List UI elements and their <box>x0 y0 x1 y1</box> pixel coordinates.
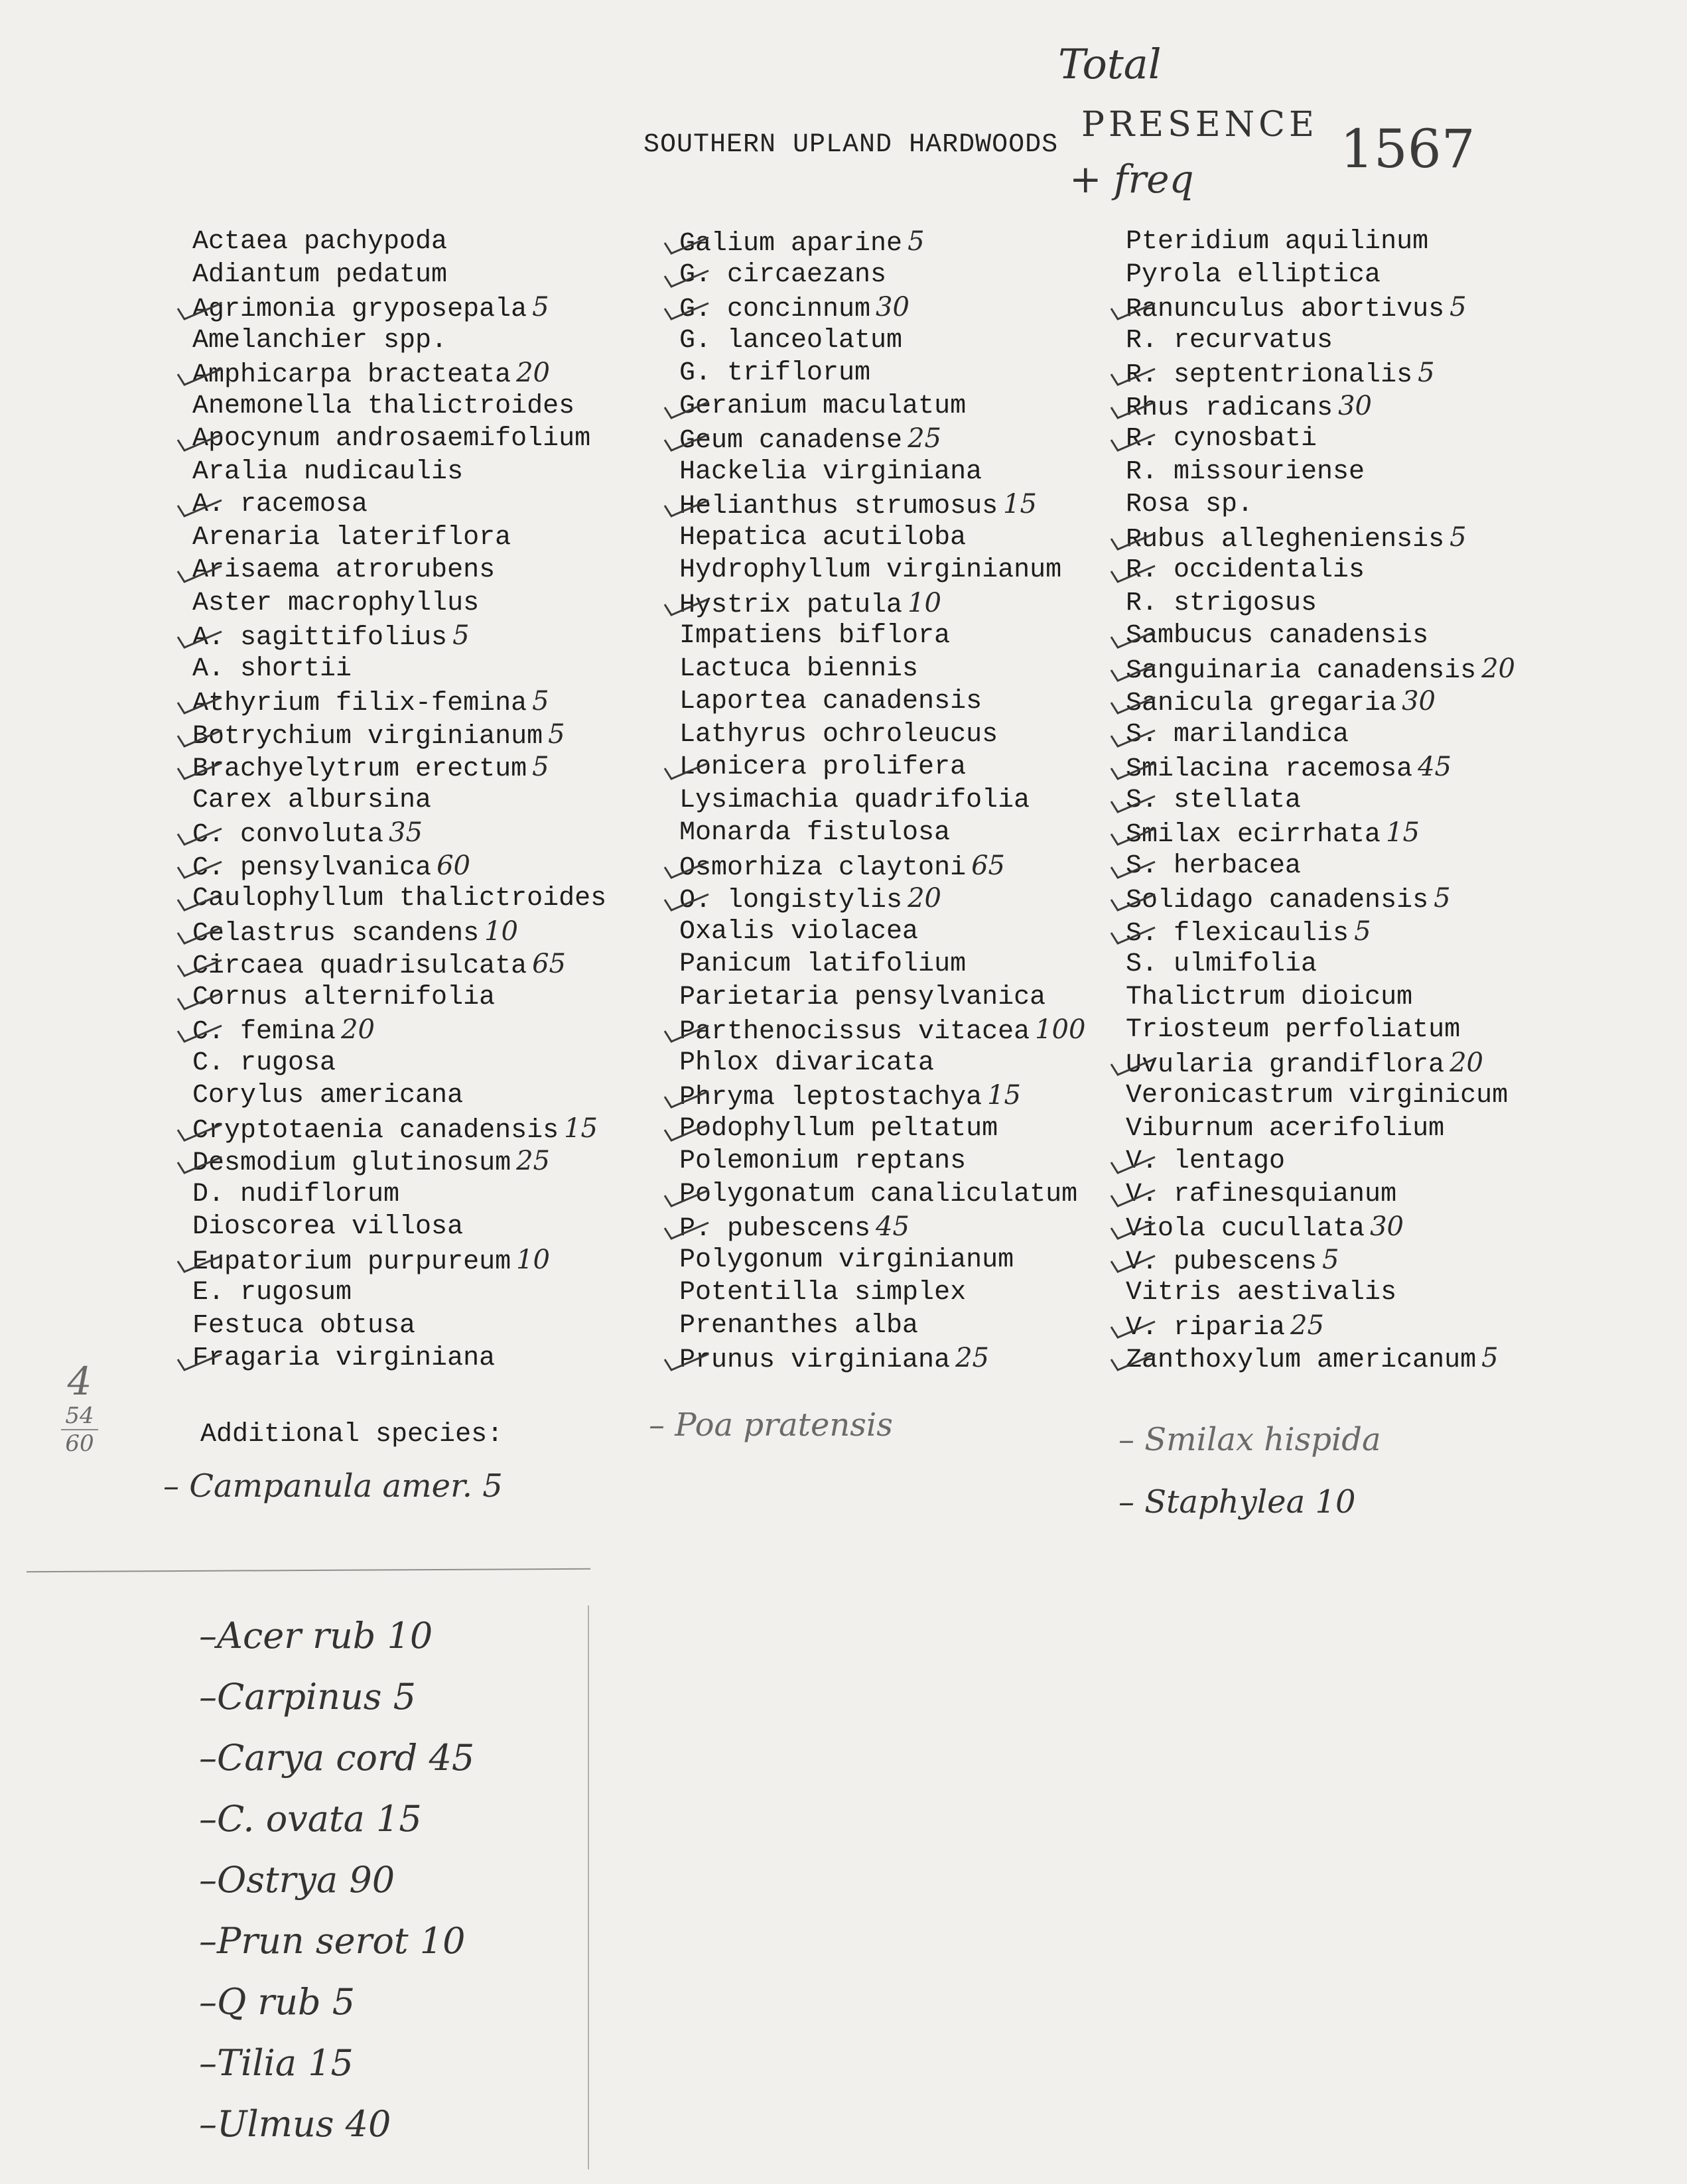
frequency-value: 15 <box>1003 489 1037 519</box>
species-name: Festuca obtusa <box>192 1310 416 1341</box>
frequency-value: 35 <box>389 817 423 848</box>
species-name: Ranunculus abortivus <box>1126 295 1445 324</box>
species-name: D. nudiflorum <box>192 1179 400 1209</box>
species-row <box>192 850 670 883</box>
species-row <box>192 357 670 390</box>
handwritten-additional-species: – Poa pratensis <box>649 1406 893 1444</box>
tree-species-item: –Prun serot 10 <box>199 1920 466 1962</box>
species-row <box>192 981 670 1014</box>
frequency-value: 5 <box>1450 521 1467 553</box>
species-row <box>192 324 670 358</box>
species-row <box>1126 1244 1603 1277</box>
species-name: Polygonatum canaliculatum <box>679 1179 1078 1209</box>
species-row <box>679 1014 1157 1047</box>
frequency-value: 5 <box>1354 916 1371 947</box>
species-row <box>1126 456 1603 489</box>
species-row <box>679 620 1157 653</box>
species-name: Impatiens biflora <box>679 621 951 651</box>
species-name: P. pubescens <box>679 1214 871 1244</box>
species-name: Sanicula gregaria <box>1126 689 1397 718</box>
species-name: S. marilandica <box>1126 719 1349 750</box>
species-name: Lactuca biennis <box>679 653 919 684</box>
species-row <box>192 1244 670 1277</box>
frequency-value: 5 <box>548 718 565 750</box>
species-name: R. septentrionalis <box>1126 360 1413 390</box>
species-row <box>1126 521 1603 555</box>
species-row <box>1126 948 1603 981</box>
frequency-value: 65 <box>971 850 1005 881</box>
species-row <box>679 653 1157 686</box>
species-row <box>1126 554 1603 587</box>
species-name: Caulophyllum thalictroides <box>192 884 607 914</box>
species-row <box>679 521 1157 555</box>
species-row <box>679 1178 1157 1211</box>
species-name: Cryptotaenia canadensis <box>192 1115 559 1146</box>
species-name: Pyrola elliptica <box>1126 259 1381 290</box>
species-row <box>192 521 670 555</box>
tree-species-item: –Ulmus 40 <box>199 2103 391 2145</box>
species-name: Triosteum perfoliatum <box>1126 1015 1461 1045</box>
additional-species-label: Additional species: <box>200 1420 504 1450</box>
species-name: Pteridium aquilinum <box>1126 227 1429 257</box>
species-name: G. lanceolatum <box>679 325 903 356</box>
frequency-value: 25 <box>516 1146 550 1176</box>
frequency-value: 5 <box>532 292 549 322</box>
species-column-1 <box>192 226 670 1375</box>
species-row <box>192 685 670 718</box>
species-name: Viburnum acerifolium <box>1126 1113 1445 1144</box>
species-row <box>192 259 670 292</box>
species-row <box>679 948 1157 981</box>
species-name: Geum canadense <box>679 426 903 456</box>
species-name: Prenanthes alba <box>679 1310 919 1341</box>
species-name: Agrimonia gryposepala <box>192 295 527 324</box>
species-name: Helianthus strumosus <box>679 492 998 521</box>
species-name: R. recurvatus <box>1126 325 1333 356</box>
species-row <box>679 456 1157 489</box>
species-name: S. ulmifolia <box>1126 949 1317 979</box>
species-row <box>192 390 670 423</box>
species-name: Arisaema atrorubens <box>192 555 496 585</box>
frequency-value: 60 <box>437 850 470 881</box>
species-name: V. lentago <box>1126 1146 1286 1176</box>
header-note-freq: + freq <box>1069 157 1194 202</box>
species-name: Actaea pachypoda <box>192 227 448 257</box>
species-row <box>1126 1342 1603 1375</box>
species-row <box>1126 916 1603 949</box>
species-row <box>1126 226 1603 259</box>
species-row <box>1126 981 1603 1014</box>
species-row <box>192 1047 670 1080</box>
frequency-value: 15 <box>987 1080 1021 1111</box>
species-name: Panicum latifolium <box>679 949 967 979</box>
species-name: Celastrus scandens <box>192 918 480 949</box>
species-name: Dioscorea villosa <box>192 1212 464 1242</box>
header-note-total: Total <box>1058 40 1162 88</box>
species-name: Geranium maculatum <box>679 391 967 421</box>
frequency-value: 25 <box>908 423 941 454</box>
tally-denominator: 60 <box>61 1429 98 1457</box>
tree-species-item: –Carpinus 5 <box>199 1676 416 1718</box>
species-row <box>1126 620 1603 653</box>
handwritten-additional-species: – Smilax hispida <box>1118 1421 1381 1458</box>
species-name: Anemonella thalictroides <box>192 391 575 421</box>
species-row <box>679 685 1157 718</box>
tree-species-item: –Ostrya 90 <box>199 1859 395 1901</box>
tree-species-item: –Tilia 15 <box>199 2042 354 2084</box>
species-row <box>1126 259 1603 292</box>
species-name: Aralia nudicaulis <box>192 456 464 487</box>
tally-count: 4 <box>67 1359 92 1404</box>
species-name: Galium aparine <box>679 229 903 259</box>
species-name: R. missouriense <box>1126 456 1365 487</box>
species-name: Rosa sp. <box>1126 490 1254 519</box>
species-row <box>192 718 670 752</box>
species-name: S. stellata <box>1126 785 1302 815</box>
species-name: Monarda fistulosa <box>679 818 951 848</box>
species-name: Solidago canadensis <box>1126 886 1429 916</box>
species-row <box>679 1310 1157 1343</box>
tally-numerator: 54 <box>65 1402 94 1429</box>
species-name: A. racemosa <box>192 490 368 519</box>
species-name: Prunus virginiana <box>679 1345 951 1375</box>
species-row <box>192 1178 670 1211</box>
frequency-value: 5 <box>532 686 549 717</box>
species-row <box>679 554 1157 587</box>
species-column-3 <box>1126 226 1603 1375</box>
species-name: G. concinnum <box>679 295 871 324</box>
margin-tally <box>40 1360 119 1457</box>
species-name: A. shortii <box>192 653 352 684</box>
species-row <box>1126 357 1603 390</box>
species-row <box>679 390 1157 423</box>
species-row <box>679 1079 1157 1113</box>
frequency-value: 10 <box>908 587 941 618</box>
species-row <box>1126 587 1603 620</box>
species-name: Lonicera prolifera <box>679 752 967 782</box>
tree-species-item: –Q rub 5 <box>199 1981 356 2023</box>
species-row <box>1126 1310 1603 1343</box>
species-name: Laportea canadensis <box>679 687 982 717</box>
species-row <box>679 751 1157 784</box>
species-row <box>192 291 670 324</box>
species-row <box>679 488 1157 521</box>
species-row <box>679 1342 1157 1375</box>
species-name: E. rugosum <box>192 1278 352 1308</box>
species-name: Smilacina racemosa <box>1126 754 1413 784</box>
species-name: Amelanchier spp. <box>192 325 448 356</box>
species-row <box>1126 1113 1603 1146</box>
species-row <box>679 850 1157 883</box>
species-name: Hydrophyllum virginianum <box>679 555 1062 585</box>
species-row <box>679 226 1157 259</box>
species-name: Carex albursina <box>192 785 432 815</box>
species-row <box>192 1145 670 1178</box>
species-row <box>679 1113 1157 1146</box>
species-row <box>1126 1178 1603 1211</box>
species-row <box>192 784 670 817</box>
species-name: C. femina <box>192 1017 336 1047</box>
species-row <box>1126 718 1603 752</box>
species-row <box>192 1342 670 1375</box>
species-row <box>1126 1211 1603 1244</box>
species-name: Apocynum androsaemifolium <box>192 424 591 454</box>
frequency-value: 20 <box>908 883 941 914</box>
species-row <box>192 948 670 981</box>
species-name: Smilax ecirrhata <box>1126 820 1381 850</box>
frequency-value: 5 <box>1481 1343 1499 1373</box>
species-name: Phlox divaricata <box>679 1048 935 1078</box>
frequency-value: 30 <box>1370 1211 1404 1242</box>
species-row <box>1126 423 1603 456</box>
species-row <box>1126 653 1603 686</box>
tree-species-list <box>199 1605 474 2155</box>
species-row <box>1126 751 1603 784</box>
species-row <box>1126 817 1603 850</box>
species-row <box>192 423 670 456</box>
species-name: Botrychium virginianum <box>192 721 543 752</box>
tree-species-item: –C. ovata 15 <box>199 1798 422 1840</box>
frequency-value: 45 <box>876 1211 910 1242</box>
species-name: Osmorhiza claytoni <box>679 853 967 883</box>
species-row <box>1126 1047 1603 1080</box>
frequency-value: 10 <box>484 916 518 947</box>
frequency-value: 30 <box>876 292 910 322</box>
species-row <box>679 324 1157 358</box>
species-row <box>192 456 670 489</box>
species-row <box>679 718 1157 752</box>
species-name: Lysimachia quadrifolia <box>679 785 1030 815</box>
species-row <box>679 1276 1157 1310</box>
species-name: Eupatorium purpureum <box>192 1247 511 1277</box>
species-name: Lathyrus ochroleucus <box>679 719 998 750</box>
species-row <box>1126 324 1603 358</box>
species-row <box>679 916 1157 949</box>
frequency-value: 5 <box>1418 358 1435 388</box>
frequency-value: 65 <box>532 949 566 979</box>
species-row <box>192 554 670 587</box>
tree-species-item: –Acer rub 10 <box>199 1615 433 1657</box>
frequency-value: 5 <box>452 620 470 651</box>
frequency-value: 25 <box>955 1343 989 1373</box>
species-row <box>192 1276 670 1310</box>
species-row <box>679 357 1157 390</box>
species-row <box>192 1113 670 1146</box>
frequency-value: 5 <box>1322 1244 1339 1275</box>
species-name: Uvularia grandiflora <box>1126 1050 1445 1080</box>
pencil-box-line-right <box>588 1605 589 2169</box>
species-row <box>192 751 670 784</box>
species-row <box>679 1244 1157 1277</box>
species-row <box>1126 1276 1603 1310</box>
species-row <box>1126 1014 1603 1047</box>
species-row <box>679 259 1157 292</box>
species-row <box>192 226 670 259</box>
species-name: Brachyelytrum erectum <box>192 754 527 784</box>
species-name: V. rafinesquianum <box>1126 1179 1397 1209</box>
species-name: Polygonum virginianum <box>679 1245 1014 1275</box>
species-name: S. flexicaulis <box>1126 918 1349 949</box>
species-name: Parietaria pensylvanica <box>679 982 1046 1012</box>
species-row <box>192 1310 670 1343</box>
species-name: Veronicastrum virginicum <box>1126 1081 1509 1111</box>
species-row <box>679 1145 1157 1178</box>
species-name: R. occidentalis <box>1126 555 1365 585</box>
species-name: C. convoluta <box>192 820 384 850</box>
species-name: V. riparia <box>1126 1312 1286 1343</box>
species-column-2 <box>679 226 1157 1375</box>
species-row <box>679 1047 1157 1080</box>
header-note-presence: PRESENCE <box>1081 105 1318 145</box>
species-name: Polemonium reptans <box>679 1146 967 1176</box>
species-name: V. pubescens <box>1126 1247 1317 1277</box>
species-row <box>192 488 670 521</box>
species-name: Sambucus canadensis <box>1126 621 1429 651</box>
species-name: Corylus americana <box>192 1081 464 1111</box>
species-name: A. sagittifolius <box>192 623 448 653</box>
species-row <box>679 882 1157 916</box>
species-name: Desmodium glutinosum <box>192 1148 511 1178</box>
frequency-value: 20 <box>341 1014 375 1045</box>
species-row <box>679 587 1157 620</box>
species-name: Vitris aestivalis <box>1126 1278 1397 1308</box>
species-row <box>679 817 1157 850</box>
species-row <box>192 1211 670 1244</box>
frequency-value: 20 <box>1450 1047 1483 1078</box>
species-row <box>1126 488 1603 521</box>
species-name: Fragaria virginiana <box>192 1343 496 1373</box>
frequency-value: 20 <box>516 358 550 388</box>
frequency-value: 5 <box>532 752 549 782</box>
frequency-value: 15 <box>1386 817 1420 848</box>
document-title: SOUTHERN UPLAND HARDWOODS <box>643 130 1059 160</box>
frequency-value: 15 <box>564 1113 598 1144</box>
species-name: Viola cucullata <box>1126 1214 1365 1244</box>
species-name: Circaea quadrisulcata <box>192 951 527 981</box>
species-row <box>1126 291 1603 324</box>
species-name: G. circaezans <box>679 259 887 290</box>
frequency-value: 30 <box>1402 686 1436 717</box>
species-row <box>1126 882 1603 916</box>
species-name: S. herbacea <box>1126 851 1302 881</box>
pencil-box-line-top <box>27 1568 590 1572</box>
header-total-value: 1567 <box>1340 118 1475 180</box>
frequency-value: 10 <box>516 1244 550 1275</box>
species-name: Amphicarpa bracteata <box>192 360 511 390</box>
tree-species-item: –Carya cord 45 <box>199 1737 475 1779</box>
handwritten-additional-species: – Campanula amer. 5 <box>163 1467 503 1505</box>
frequency-value: 5 <box>1434 883 1451 914</box>
species-row <box>192 1079 670 1113</box>
species-name: C. pensylvanica <box>192 853 432 883</box>
species-row <box>192 817 670 850</box>
species-name: O. longistylis <box>679 886 903 916</box>
species-row <box>1126 850 1603 883</box>
frequency-value: 25 <box>1290 1310 1324 1341</box>
species-row <box>192 1014 670 1047</box>
species-name: Arenaria lateriflora <box>192 522 511 553</box>
species-name: C. rugosa <box>192 1048 336 1078</box>
species-name: G. triflorum <box>679 358 871 388</box>
species-row <box>1126 1145 1603 1178</box>
species-row <box>192 653 670 686</box>
species-name: R. strigosus <box>1126 588 1317 618</box>
species-row <box>192 620 670 653</box>
frequency-value: 20 <box>1481 653 1515 684</box>
species-name: Hackelia virginiana <box>679 456 982 487</box>
species-name: R. cynosbati <box>1126 424 1317 454</box>
species-row <box>1126 1079 1603 1113</box>
species-name: Aster macrophyllus <box>192 588 480 618</box>
species-name: Rhus radicans <box>1126 393 1333 423</box>
species-name: Potentilla simplex <box>679 1278 967 1308</box>
frequency-value: 5 <box>908 226 925 257</box>
species-name: Athyrium filix-femina <box>192 689 527 718</box>
species-name: Oxalis violacea <box>679 916 919 947</box>
frequency-value: 5 <box>1450 292 1467 322</box>
species-row <box>192 882 670 916</box>
species-name: Podophyllum peltatum <box>679 1113 998 1144</box>
frequency-value: 45 <box>1418 752 1451 782</box>
species-row <box>679 1211 1157 1244</box>
species-row <box>679 423 1157 456</box>
frequency-value: 30 <box>1338 390 1372 421</box>
species-name: Zanthoxylum americanum <box>1126 1345 1477 1375</box>
species-name: Cornus alternifolia <box>192 982 496 1012</box>
species-name: Sanguinaria canadensis <box>1126 655 1477 686</box>
species-row <box>1126 685 1603 718</box>
species-name: Hepatica acutiloba <box>679 522 967 553</box>
species-row <box>679 784 1157 817</box>
species-name: Phryma leptostachya <box>679 1083 982 1113</box>
species-name: Thalictrum dioicum <box>1126 982 1413 1012</box>
species-name: Adiantum pedatum <box>192 259 448 290</box>
species-row <box>192 916 670 949</box>
species-row <box>192 587 670 620</box>
species-row <box>1126 784 1603 817</box>
frequency-value: 100 <box>1035 1014 1086 1045</box>
handwritten-additional-species: – Staphylea 10 <box>1118 1483 1356 1521</box>
species-row <box>679 981 1157 1014</box>
species-row <box>1126 390 1603 423</box>
species-name: Rubus allegheniensis <box>1126 524 1445 555</box>
species-name: Parthenocissus vitacea <box>679 1017 1030 1047</box>
species-row <box>679 291 1157 324</box>
species-name: Hystrix patula <box>679 590 903 620</box>
